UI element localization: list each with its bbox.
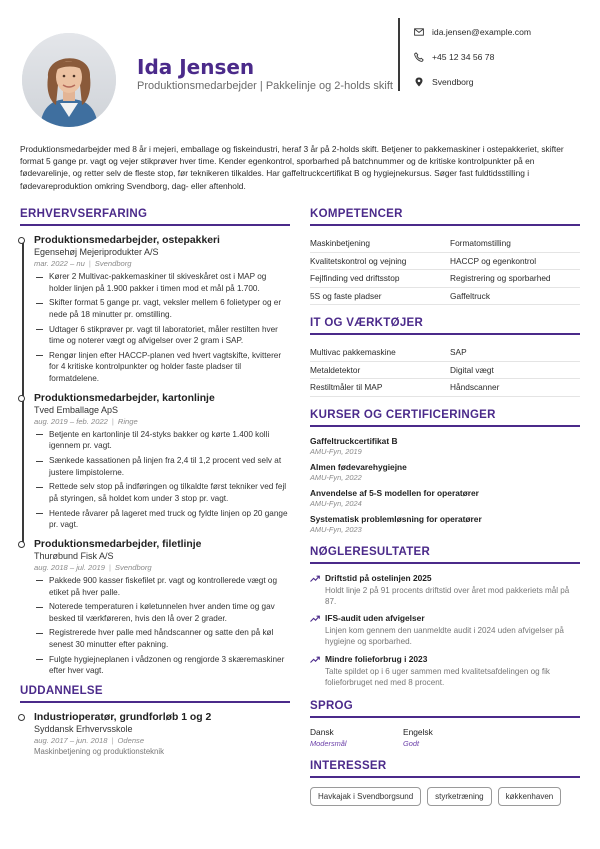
education-heading: UDDANNELSE <box>20 685 290 703</box>
job-meta <box>34 417 290 426</box>
course-item <box>310 488 580 508</box>
job-company: Tved Emballage ApS <box>34 404 119 415</box>
profile-summary: Produktionsmedarbejder med 8 år i mejeri, emballage og fiskeindustri, heraf 3 år på 2-holds skift. Betjener to pakkemaskiner i ostepakkeriet, skifter format 5 gange pr. vagt og vejer stikprøver hver time. Kender egenkontrol, sporbarhed på batchnummer og de kritiske kontrolpunkter på en fødevarelinje, og retter selv de fleste stop, før teknikeren tilkaldes. Har gaffeltruckcertifikat B og hygiejnekursus. Søger fast fuldtidsstilling i fødevareproduktion omkring Svendborg, dag- eller aftenhold. <box>20 144 564 191</box>
candidate-name: Ida Jensen <box>137 55 255 79</box>
language-name: Engelsk <box>403 727 433 738</box>
job-entry <box>34 393 290 531</box>
job-bullet: Sænkede kassationen på linjen fra 2,4 til 1,2 procent ved selv at justere limpistolerne. <box>34 455 290 478</box>
timeline-line <box>22 239 24 545</box>
email-icon <box>414 27 424 37</box>
education-location: Odense <box>117 736 145 746</box>
job-bullets <box>34 575 290 677</box>
contact-phone-text: +45 12 34 56 78 <box>432 51 495 62</box>
job-company: Thurøbund Fisk A/S <box>34 550 114 561</box>
profile-photo <box>22 33 116 127</box>
job-bullet: Hentede råvarer på lageret med truck og fyldte linjen op 20 gange pr. vagt. <box>34 508 290 531</box>
interests-heading: INTERESSER <box>310 760 580 778</box>
course-name: Gaffeltruckcertifikat B <box>310 435 398 446</box>
education-degree: Industrioperatør, grundforløb 1 og 2 <box>34 712 212 724</box>
job-role: Produktionsmedarbejder, ostepakkeri <box>34 235 220 246</box>
education-timeline <box>20 712 290 756</box>
language-item <box>310 727 403 748</box>
tool-item: SAP <box>450 344 580 362</box>
course-item <box>310 436 580 456</box>
skill-item: Fejlfinding ved driftsstop <box>310 270 450 288</box>
job-bullet: Pakkede 900 kasser fiskefilet pr. vagt og kontrollerede vægt og etiket på hver palle. <box>34 575 290 598</box>
skill-item: Registrering og sporbarhed <box>450 270 580 288</box>
job-dates: mar. 2022 – nu <box>34 259 85 268</box>
job-bullet: Fulgte hygiejneplanen i vådzonen og rengjorde 3 skæremaskiner efter hver vagt. <box>34 654 290 677</box>
education-meta <box>34 736 290 745</box>
tool-item: Metaldetektor <box>310 362 450 380</box>
tools-heading: IT OG VÆRKTØJER <box>310 317 580 335</box>
resume-header <box>0 0 600 140</box>
achievement-item <box>310 573 580 608</box>
interest-tag: Havkajak i Svendborgsund <box>310 787 421 806</box>
job-bullet: Rettede selv stop på indføringen og tilkaldte først tekniker ved fejl på styringen, så holdet kom under 3 stop pr. vagt. <box>34 481 290 504</box>
trend-up-icon <box>310 614 320 623</box>
job-entry <box>34 235 290 385</box>
skill-item: HACCP og egenkontrol <box>450 253 580 271</box>
left-column <box>20 208 290 764</box>
achievement-title: Driftstid på ostelinjen 2025 <box>325 572 432 583</box>
contact-email[interactable] <box>414 19 594 44</box>
job-bullet: Udtager 6 stikprøver pr. vagt til laboratoriet, måler restilten hver time og noterer vægt og afvigelser over 2 gram i SAP. <box>34 324 290 347</box>
tool-item: Multivac pakkemaskine <box>310 344 450 362</box>
job-location: Ringe <box>117 416 138 426</box>
languages-grid <box>310 727 580 748</box>
job-bullet: Rengør linjen efter HACCP-planen ved hvert vagtskifte, kvitterer for 4 kritiske kontrolpunkter og holder faste pladser til formatdelene. <box>34 350 290 385</box>
candidate-title: Produktionsmedarbejder | Pakkelinje og 2-holds skift <box>137 80 393 92</box>
skill-item: Gaffeltruck <box>450 288 580 306</box>
course-name: Anvendelse af 5-S modellen for operatører <box>310 487 479 498</box>
education-subject: Maskinbetjening og produktionsteknik <box>34 747 165 757</box>
profile-photo-illustration <box>22 33 116 127</box>
interests-section <box>310 760 580 806</box>
languages-heading: SPROG <box>310 700 580 718</box>
tool-item: Restiltmåler til MAP <box>310 379 450 397</box>
education-school: Syddansk Erhvervsskole <box>34 724 133 735</box>
course-item <box>310 462 580 482</box>
contact-email-text: ida.jensen@example.com <box>432 26 532 37</box>
course-name: Systematisk problemløsning for operatører <box>310 513 482 524</box>
meta-separator: | <box>108 562 111 572</box>
experience-heading: ERHVERVSERFARING <box>20 208 290 226</box>
achievement-desc: Holdt linje 2 på 91 procents driftstid over året mod pakkeriets mål på 87. <box>325 585 570 606</box>
education-entry <box>34 712 290 756</box>
job-dates: aug. 2019 – feb. 2022 <box>34 416 108 426</box>
experience-timeline <box>20 235 290 677</box>
timeline-dot <box>18 237 25 244</box>
trend-up-icon <box>310 655 320 664</box>
header-divider <box>398 18 400 91</box>
location-pin-icon <box>414 77 424 87</box>
job-bullets <box>34 271 290 385</box>
contact-info <box>414 19 594 94</box>
achievement-title: IFS-audit uden afvigelser <box>325 613 425 624</box>
languages-section <box>310 700 580 748</box>
skill-item: Kvalitetskontrol og vejning <box>310 253 450 271</box>
job-meta <box>34 563 290 572</box>
contact-location-text: Svendborg <box>432 76 474 87</box>
achievement-title: Mindre folieforbrug i 2023 <box>325 653 428 664</box>
achievement-item <box>310 613 580 648</box>
job-bullets <box>34 429 290 531</box>
skills-heading: KOMPETENCER <box>310 208 580 226</box>
tool-item: Håndscanner <box>450 379 580 397</box>
achievements-section <box>310 546 580 689</box>
job-bullet: Kører 2 Multivac-pakkemaskiner til skiveskåret ost i MAP og holder linjen på 1.900 pakker i timen mod et mål på 1.700. <box>34 271 290 294</box>
tools-grid <box>310 344 580 397</box>
language-level: Godt <box>403 739 420 749</box>
tool-item: Digital vægt <box>450 362 580 380</box>
phone-icon <box>414 52 424 62</box>
meta-separator: | <box>88 259 91 268</box>
timeline-dot <box>18 714 25 721</box>
courses-section <box>310 409 580 534</box>
course-meta: AMU-Fyn, 2019 <box>310 446 362 456</box>
course-name: Almen fødevarehygiejne <box>310 461 407 472</box>
interest-tag: køkkenhaven <box>498 787 562 806</box>
language-item <box>403 727 503 748</box>
job-bullet: Betjente en kartonlinje til 24-styks bakker og kørte 1.400 kolli igennem pr. vagt. <box>34 429 290 452</box>
interest-tag: styrketræning <box>427 787 491 806</box>
contact-location <box>414 69 594 94</box>
timeline-dot <box>18 541 25 548</box>
job-company: Egensehøj Mejeriprodukter A/S <box>34 247 159 257</box>
achievement-desc: Talte spildet op i 6 uger sammen med kvalitetsafdelingen og fik folieforbruget ned med 8 procent. <box>325 666 550 688</box>
skills-grid <box>310 235 580 305</box>
achievement-item <box>310 654 580 689</box>
meta-separator: | <box>111 416 114 426</box>
job-dates: aug. 2018 – jul. 2019 <box>34 562 105 572</box>
job-role: Produktionsmedarbejder, kartonlinje <box>34 392 215 404</box>
education-dates: aug. 2017 – jun. 2018 <box>34 736 108 746</box>
language-level: Modersmål <box>310 739 347 749</box>
course-meta: AMU-Fyn, 2023 <box>310 524 362 534</box>
job-location: Svendborg <box>114 562 152 572</box>
contact-phone[interactable] <box>414 44 594 69</box>
course-meta: AMU-Fyn, 2024 <box>310 498 362 508</box>
right-column <box>310 208 580 818</box>
skill-item: 5S og faste pladser <box>310 288 450 306</box>
trend-up-icon <box>310 574 320 583</box>
achievement-desc: Linjen kom gennem den uanmeldte audit i 2024 uden afvigelser på hygiejne og sporbarhed. <box>325 626 564 647</box>
tools-section <box>310 317 580 397</box>
job-entry <box>34 539 290 677</box>
job-bullet: Noterede temperaturen i køletunnelen hver anden time og gav besked til værkføreren, hvis den lå over 2 grader. <box>34 601 290 624</box>
course-meta: AMU-Fyn, 2022 <box>310 472 362 482</box>
skill-item: Maskinbetjening <box>310 235 450 253</box>
job-bullet: Registrerede hver palle med håndscanner og satte den på køl senest 30 minutter efter pakning. <box>34 627 290 650</box>
timeline-dot <box>18 395 25 402</box>
course-item <box>310 514 580 534</box>
skills-section <box>310 208 580 305</box>
courses-heading: KURSER OG CERTIFICERINGER <box>310 409 580 427</box>
job-bullet: Skifter format 5 gange pr. vagt, veksler mellem 6 folietyper og er nede på 18 minutter pr. omstilling. <box>34 297 290 320</box>
job-location: Svendborg <box>94 259 132 268</box>
skill-item: Formatomstilling <box>450 235 580 253</box>
achievements-heading: NØGLERESULTATER <box>310 546 580 564</box>
job-role: Produktionsmedarbejder, filetlinje <box>34 538 202 550</box>
meta-separator: | <box>111 736 114 746</box>
job-meta <box>34 259 290 268</box>
language-name: Dansk <box>310 727 334 738</box>
interest-tags <box>310 787 580 806</box>
